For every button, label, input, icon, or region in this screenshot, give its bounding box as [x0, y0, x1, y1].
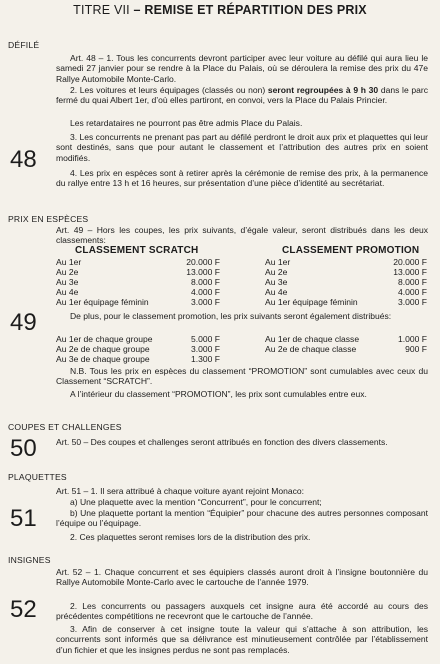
art51-p4: 2. Ces plaquettes seront remises lors de la distribution des prix. — [70, 532, 311, 542]
article-number-48: 48 — [10, 146, 37, 173]
art48-p2-c: dans le parc fermé du quai Albert 1er, d’où elles partiront, en convoi, vers la Place du Palais Princier. — [56, 85, 429, 106]
group-row: Au 3e de chaque groupe 1.300 F — [56, 354, 220, 364]
promotion-row: Au 1er équipage féminin 3.000 F — [265, 297, 427, 307]
section-heading-coupes: COUPES ET CHALLENGES — [8, 422, 122, 432]
scratch-row: Au 4e 4.000 F — [56, 287, 220, 297]
title-dash: – — [129, 3, 145, 17]
section-heading-prix: PRIX EN ESPÈCES — [8, 214, 89, 224]
art49-nb: N.B. Tous les prix en espèces du classement “PROMOTION” sont cumulables avec ceux du Classement “SCRATCH”. — [56, 366, 428, 387]
art51-p1: Art. 51 – 1. Il sera attribué à chaque voiture ayant rejoint Monaco: — [56, 486, 305, 496]
class-row: Au 1er de chaque classe 1.000 F — [265, 334, 427, 344]
promotion-row: Au 1er 20.000 F — [265, 257, 427, 267]
promotion-row: Au 3e 8.000 F — [265, 277, 427, 287]
article-number-52: 52 — [10, 596, 37, 623]
art48-p5: 4. Les prix en espèces sont à retirer après la cérémonie de remise des prix, à la permanence du rallye entre 13 h et 16 heures, sur présentation d’une pièce d’identité au secrétariat. — [56, 168, 428, 189]
art48-p4: 3. Les concurrents ne prenant pas part au défilé perdront le droit aux prix et plaquettes qui leur sont destinés, sans que pour autant le classement et l’attribution des autres prix en soient modifiés. — [56, 132, 428, 163]
art49-p4: A l’intérieur du classement “PROMOTION”, les prix sont cumulables entre eux. — [70, 389, 367, 399]
art48-p1: Art. 48 – 1. Tous les concurrents devront participer avec leur voiture au défilé qui aura lieu le samedi 27 janvier pour se rendre à la Place du Palais, où se déroulera la remise des prix du 47e Rallye Automobile Monte-Carlo. — [56, 53, 428, 84]
promotion-row: Au 4e 4.000 F — [265, 287, 427, 297]
art52-p1: Art. 52 – 1. Chaque concurrent et ses équipiers classés auront droit à l’insigne boutonnière du Rallye Automobile Monte-Carlo avec le cartouche de l’année 1979. — [56, 567, 428, 588]
art50-p1: Art. 50 – Des coupes et challenges seront attribués en fonction des divers classements. — [56, 437, 388, 447]
promotion-heading: CLASSEMENT PROMOTION — [282, 245, 420, 256]
article-number-49: 49 — [10, 309, 37, 336]
art52-p3: 3. Afin de conserver à cet insigne toute la valeur qui s’attache à son attribution, les concurrents sont informés que sa délivrance est minutieusement contrôlée par l’établissement d’un fichier et que les insignes perdus ne sont pas remplacés. — [56, 624, 428, 655]
page-title — [0, 3, 440, 17]
scratch-row: Au 1er équipage féminin 3.000 F — [56, 297, 220, 307]
section-heading-insignes: INSIGNES — [8, 555, 51, 565]
scratch-heading: CLASSEMENT SCRATCH — [75, 245, 199, 256]
scratch-row: Au 2e 13.000 F — [56, 267, 220, 277]
art48-p2 — [56, 85, 428, 106]
art51-p3: b) Une plaquette portant la mention “Équipier” pour chacune des autres personnes composant l’équipe ou l’équipage. — [56, 508, 428, 529]
art49-p2: De plus, pour le classement promotion, les prix suivants seront également distribués: — [70, 311, 392, 321]
scratch-row: Au 3e 8.000 F — [56, 277, 220, 287]
scratch-row: Au 1er 20.000 F — [56, 257, 220, 267]
section-heading-defile: DÉFILÉ — [8, 40, 40, 50]
group-row: Au 1er de chaque groupe 5.000 F — [56, 334, 220, 344]
article-number-50: 50 — [10, 435, 37, 462]
class-row: Au 2e de chaque classe 900 F — [265, 344, 427, 354]
title-main: REMISE ET RÉPARTITION DES PRIX — [144, 3, 367, 17]
art48-p3: Les retardataires ne pourront pas être admis Place du Palais. — [70, 118, 303, 128]
section-heading-plaquettes: PLAQUETTES — [8, 472, 67, 482]
group-row: Au 2e de chaque groupe 3.000 F — [56, 344, 220, 354]
art49-p1: Art. 49 – Hors les coupes, les prix suivants, d’égale valeur, seront distribués dans les deux classements: — [56, 225, 428, 246]
title-prefix: TITRE VII — [73, 3, 130, 17]
art51-p2: a) Une plaquette avec la mention “Concurrent”, pour le concurrent; — [70, 497, 322, 507]
promotion-row: Au 2e 13.000 F — [265, 267, 427, 277]
article-number-51: 51 — [10, 505, 37, 532]
art48-p2-bold: seront regroupées à 9 h 30 — [267, 85, 379, 95]
art52-p2: 2. Les concurrents ou passagers auxquels cet insigne aura été accordé au cours des précédentes compétitions ne recevront que le cartouche de l’année. — [56, 601, 428, 622]
art48-p2-a: 2. Les voitures et leurs équipages (classés ou non) — [70, 85, 268, 95]
